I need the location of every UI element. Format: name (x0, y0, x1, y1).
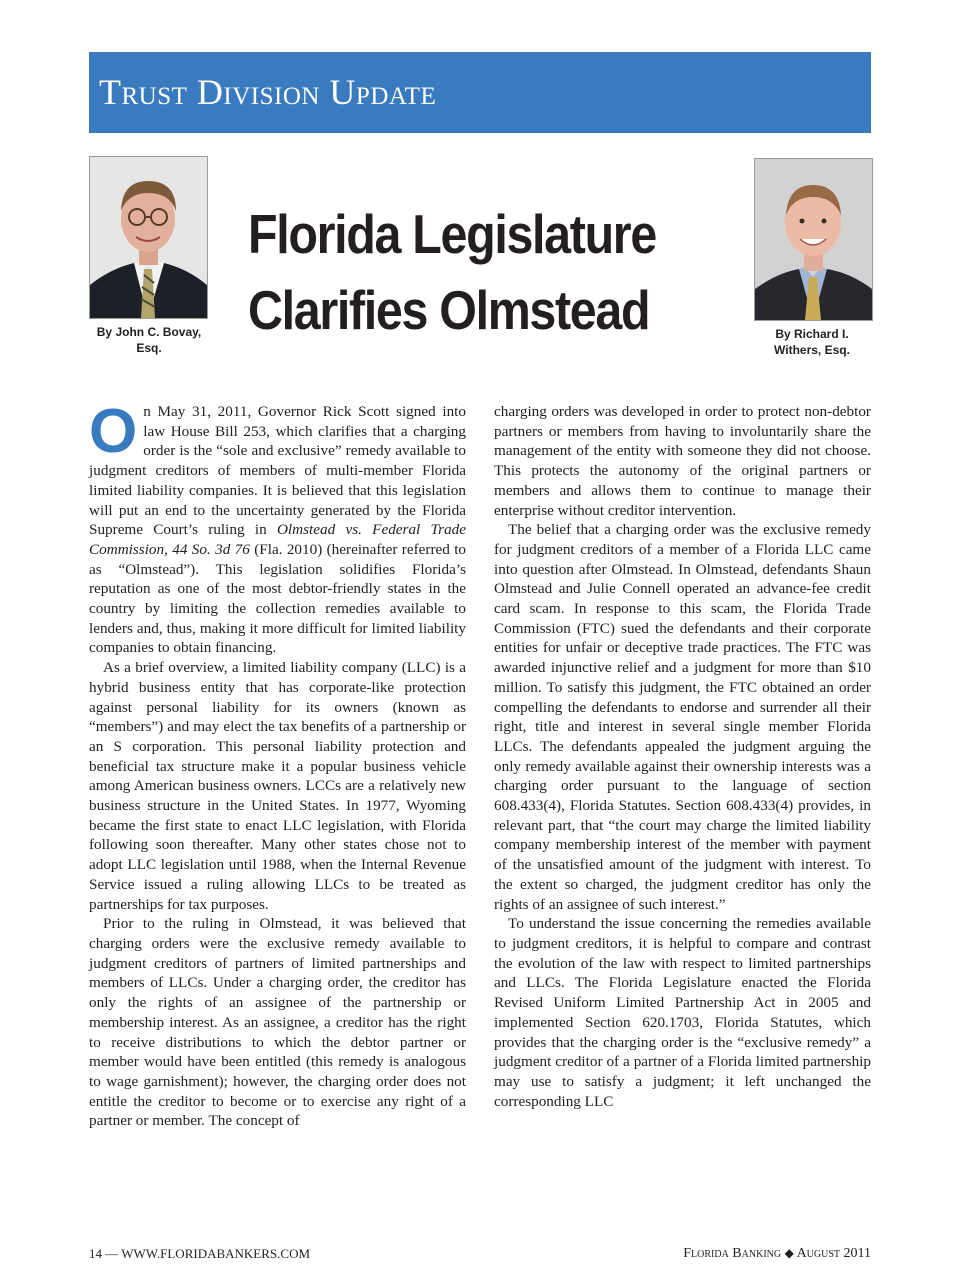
author-byline-left: By John C. Bovay, Esq. (96, 325, 202, 355)
author-photo-right (754, 158, 873, 321)
author-photo-left (89, 156, 208, 319)
article-column-right (494, 402, 871, 1111)
paragraph-1: On May 31, 2011, Governor Rick Scott signed into law House Bill 253, which clarifies that a charging order is the “sole and exclusive” remedy available to judgment creditors of members of multi-member Florida limited liability companies. It is believed that this legislation will put an end to the uncertainty generated by the Florida Supreme Court’s ruling in Olmstead vs. Federal Trade Commission, 44 So. 3d 76 (Fla. 2010) (hereinafter referred to as “Olmstead”). This legislation solidifies Florida’s reputation as one of the most debtor-friendly states in the country by limiting the collection remedies available to lenders and, thus, making it more difficult for limited liability companies to obtain financing. (89, 397, 467, 657)
paragraph-2: As a brief overview, a limited liability company (LLC) is a hybrid business entity that has corporate-like protection against personal liability for its owners (known as “members”) and may elect the tax benefits of a partnership or an S corporation. This personal liability protection and beneficial tax structure make it a popular business vehicle among American business owners. LCCs are a relatively new business structure in the United States. In 1977, Wyoming became the first state to enact LLC legislation, with Florida following soon thereafter. Many other states chose not to adopt LLC legislation until 1988, when the Internal Revenue Service issued a ruling allowing LLCs to be treated as partnerships for tax purposes. (89, 659, 466, 913)
diamond-separator-icon: ◆ (784, 1246, 794, 1260)
headline-line-2: Clarifies Olmstead (248, 279, 650, 341)
paragraph-4: charging orders was developed in order to protect non-debtor partners or members from having to involuntarily share the management of the entity with someone they did not choose. This protects the autonomy of the original partners or members and allows them to continue to manage their enterprise without creditor intervention. (494, 403, 871, 519)
headline-line-1: Florida Legislature (248, 203, 656, 265)
section-banner (89, 52, 871, 133)
article-headline (248, 196, 688, 348)
article-column-left (89, 397, 467, 1131)
paragraph-6: To understand the issue concerning the remedies available to judgment creditors, it is helpful to compare and contrast the evolution of the law with respect to limited partnerships and LLCs. The Florida Legislature enacted the Florida Revised Uniform Limited Partnership Act in 2005 and implemented Section 620.1703, Florida Statutes, which provides that the charging order is the “exclusive remedy” a judgment creditor of a partner of a Florida limited partnership may use to satisfy a judgment; it left unchanged the corresponding LLC (494, 915, 871, 1110)
drop-cap: O (89, 397, 138, 466)
footer-issue-date: August 2011 (796, 1246, 871, 1261)
paragraph-5: The belief that a charging order was the exclusive remedy for judgment creditors of a member of a Florida LLC came into question after Olmstead. In Olmstead, defendants Shaun Olmstead and Julie Connell operated an advance-fee credit card scam. In response to this scam, the Florida Trade Commission (FTC) sued the defendants and their corporate entities for unfair or deceptive trade practices. The FTC was awarded injunctive relief and a judgment for more than $10 million. To satisfy this judgment, the FTC obtained an order compelling the defendants to endorse and surrender all their right, title and interest in several single member Florida LLCs. The defendants appealed the judgment arguing the only remedy available against their ownership interests was a charging order pursuant to the language of section 608.433(4), Florida Statutes. Section 608.433(4) provides, in relevant part, that “the court may charge the limited liability company membership interest of the member with payment of the unsatisfied amount of the judgment with interest. To the extent so charged, the judgment creditor has only the rights of an assignee of such interest.” (494, 521, 871, 913)
author-byline-right: By Richard I. Withers, Esq. (774, 327, 850, 357)
case-citation: Olmstead vs. Federal Trade Commission, 44 So. 3d 76 (89, 521, 466, 558)
footer-publication-name: Florida Banking (683, 1246, 782, 1261)
paragraph-3: Prior to the ruling in Olmstead, it was believed that charging orders were the exclusive remedy available to judgment creditors of partners of limited partnerships and members of LLCs. Under a charging order, the creditor has only the rights of an assignee of the partnership or membership interest. As an assignee, a creditor has the right to receive distributions to which the debtor partner or member would have been entitled (this remedy is analogous to wage garnishment); however, the charging order does not entitle the creditor to become or to exercise any right of a partner or member. The concept of (89, 915, 466, 1130)
footer-publication (683, 1246, 871, 1262)
footer-page-url: 14 — WWW.FLORIDABANKERS.COM (89, 1246, 311, 1261)
banner-title: Trust Division Update (99, 72, 437, 112)
